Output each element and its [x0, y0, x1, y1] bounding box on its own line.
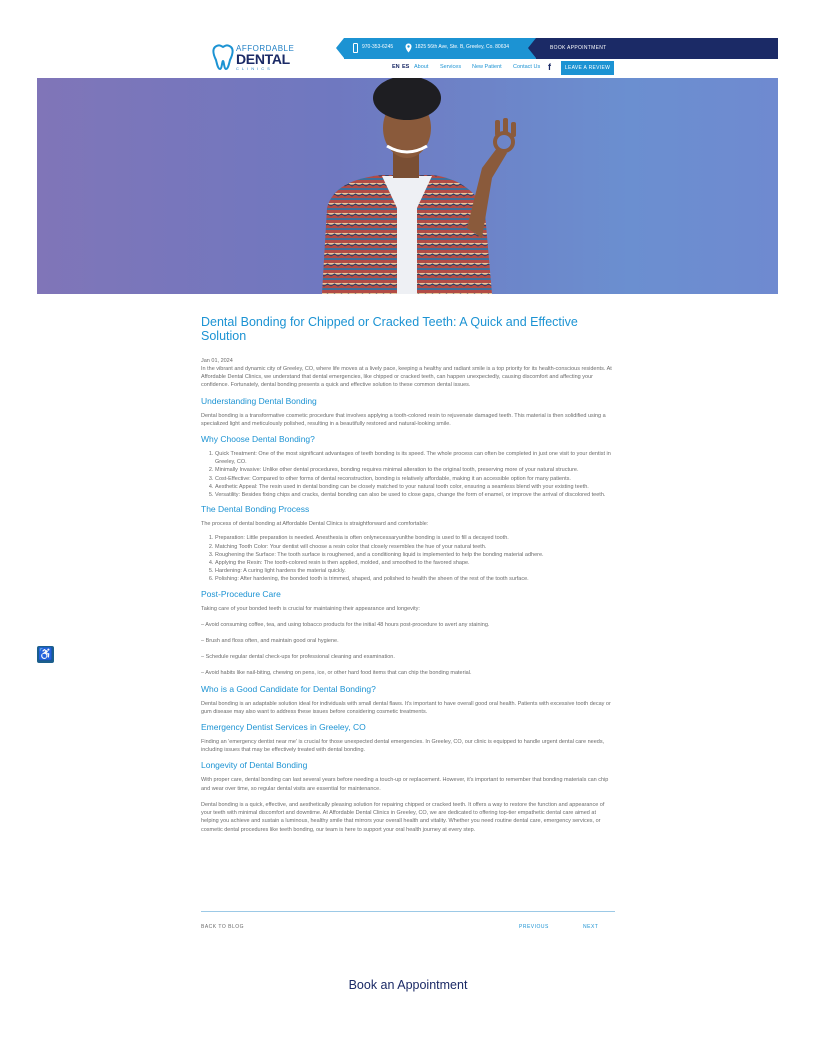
nav-new-patient[interactable]: New Patient [472, 64, 502, 70]
address-link[interactable]: 1825 56th Ave, Ste. B, Greeley, Co. 80634 [415, 44, 510, 50]
article-date: Jan 01, 2024 [201, 358, 233, 364]
nav-contact-us[interactable]: Contact Us [513, 64, 541, 70]
care-item: – Brush and floss often, and maintain good oral hygiene. [201, 638, 339, 645]
section-heading: Emergency Dentist Services in Greeley, CO [201, 722, 366, 733]
benefits-list [201, 450, 615, 499]
next-post-link[interactable]: NEXT [583, 924, 599, 930]
section-heading: Post-Procedure Care [201, 588, 281, 599]
section-heading: Why Choose Dental Bonding? [201, 434, 315, 445]
intro-paragraph: In the vibrant and dynamic city of Greeley, CO, where life moves at a lively pace, keeping a healthy and radiant smile is a top priority for its health-conscious residents. At Affordable Dental Clinics, we understand that dental emergencies, like chipped or cracked teeth, can happen unexpectedly, causing discomfort and affecting your confidence. Fortunately, dental bonding presents a quick and effective solution to these common dental issues. [201, 366, 612, 389]
list-item: 3. Cost-Effective: Compared to other forms of dental reconstruction, bonding is relatively affordable, making it an accessible option for many patients. [215, 475, 615, 483]
care-item: – Avoid consuming coffee, tea, and using tobacco products for the initial 48 hours post-procedure to avert any staining. [201, 621, 490, 628]
list-item: 1. Preparation: Little preparation is needed. Anesthesia is often onlynecessaryunlthe bonding is used to fill a decayed tooth. [215, 534, 615, 542]
logo-main-text: DENTAL [236, 51, 290, 67]
article-divider [201, 911, 615, 912]
list-item: 6. Polishing: After hardening, the bonded tooth is trimmed, shaped, and polished to health the sheen of the rest of the tooth surface. [215, 575, 615, 583]
blog-article [201, 316, 615, 840]
facebook-icon[interactable]: f [548, 62, 551, 72]
lang-en[interactable]: EN [392, 64, 400, 70]
list-item: 4. Aesthetic Appeal: The resin used in dental bonding can be closely matched to your natural tooth color, ensuring a seamless blend with your existing teeth. [215, 483, 615, 491]
location-pin-icon [405, 43, 412, 53]
care-item: – Avoid habits like nail-biting, chewing on pens, ice, or other hard food items that can chip the bonding material. [201, 670, 472, 677]
book-appointment-label: BOOK APPOINTMENT [550, 45, 607, 51]
clinic-logo[interactable] [212, 44, 295, 72]
lang-es[interactable]: ES [402, 64, 410, 70]
list-item: 2. Minimally Invasive: Unlike other dental procedures, bonding requires minimal alteration to the original tooth, preserving more of your natural structure. [215, 466, 615, 474]
back-to-blog-link[interactable]: BACK TO BLOG [201, 924, 245, 930]
section-heading: Understanding Dental Bonding [201, 395, 317, 406]
process-list [201, 534, 615, 583]
previous-post-link[interactable]: PREVIOUS [519, 924, 549, 930]
list-item: 3. Roughening the Surface: The tooth surface is roughened, and a conditioning liquid is implemented to help the bonding material adhere. [215, 551, 615, 559]
book-appointment-button[interactable] [536, 38, 778, 59]
leave-review-button[interactable]: LEAVE A REVIEW [561, 61, 614, 75]
section-heading: Longevity of Dental Bonding [201, 760, 308, 771]
logo-sub-text: CLINICS [236, 66, 273, 71]
logo-top-text: AFFORDABLE [236, 44, 295, 53]
section-heading: The Dental Bonding Process [201, 504, 310, 515]
accessibility-icon[interactable]: ♿ [38, 647, 53, 661]
contact-bar-arrow [336, 38, 344, 58]
main-nav [392, 64, 542, 72]
list-item: 2. Matching Tooth Color: Your dentist will choose a resin color that closely resembles the hue of your natural teeth. [215, 543, 615, 551]
nav-about[interactable]: About [414, 64, 429, 70]
list-item: 1. Quick Treatment: One of the most significant advantages of teeth bonding is its speed. The whole process can often be completed in just one visit to your dentist in Greeley, CO. [215, 450, 615, 466]
section-paragraph: Finding an 'emergency dentist near me' is crucial for those unexpected dental emergencies. In Greeley, CO, our clinic is equipped to handle urgent dental care needs, including issues that may be effectively treated with dental bonding. [201, 739, 605, 754]
phone-link[interactable]: 970-353-6245 [362, 44, 394, 50]
nav-services[interactable]: Services [440, 64, 462, 70]
hero-person-illustration [37, 78, 778, 294]
section-heading: Who is a Good Candidate for Dental Bonding? [201, 683, 376, 694]
book-bar-arrow [528, 38, 536, 58]
book-appointment-heading: Book an Appointment [348, 978, 468, 992]
phone-icon [353, 43, 358, 53]
hero-image [37, 78, 778, 294]
tooth-logo-icon [212, 44, 234, 70]
care-item: – Schedule regular dental check-ups for professional cleaning and examination. [201, 654, 395, 661]
conclusion-paragraph: Dental bonding is a quick, effective, and aesthetically pleasing solution for repairing chipped or cracked teeth. It offers a way to restore the function and appearance of your teeth with minimal discomfort and downtime. At Affordable Dental Clinics in Greeley, CO, we are dedicated to offering top-tier empathetic dental care aimed at helping you achieve and sustain a luminous, healthy smile that mirrors your overall health and vitality. Whether you need routine dental care, emergency services, or cosmetic dental procedures like teeth bonding, our team is here to support your oral health journey at every step. [201, 801, 605, 833]
list-item: 4. Applying the Resin: The tooth-colored resin is then applied, molded, and smoothed to the favored shape. [215, 559, 615, 567]
article-title: Dental Bonding for Chipped or Cracked Teeth: A Quick and Effective Solution [201, 315, 578, 343]
contact-bar [344, 38, 536, 59]
list-item: 5. Versatility: Besides fixing chips and cracks, dental bonding can also be used to close gaps, change the form of enamel, or improve the arrival of discolored teeth. [215, 491, 615, 499]
list-item: 5. Hardening: A curing light hardens the material quickly. [215, 567, 615, 575]
section-paragraph: Taking care of your bonded teeth is crucial for maintaining their appearance and longevity: [201, 605, 420, 612]
section-paragraph: Dental bonding is a transformative cosmetic procedure that involves applying a tooth-colored resin to rejuvenate damaged teeth. This material is then solidified using a specialized light and meticulously polished, resulting in a beautifully restored and natural-looking smile. [201, 412, 606, 427]
section-paragraph: The process of dental bonding at Affordable Dental Clinics is straightforward and comfortable: [201, 521, 429, 528]
section-paragraph: Dental bonding is an adaptable solution ideal for individuals with small dental flaws. It's important to have overall good oral health. Patients with excessive tooth decay or gum disease may also want to address these issues before considering cosmetic treatments. [201, 700, 611, 715]
section-paragraph: With proper care, dental bonding can last several years before needing a touch-up or replacement. However, it's important to remember that bonding materials can chip and wear over time, so regular dental visits are essential for maintenance. [201, 777, 609, 792]
